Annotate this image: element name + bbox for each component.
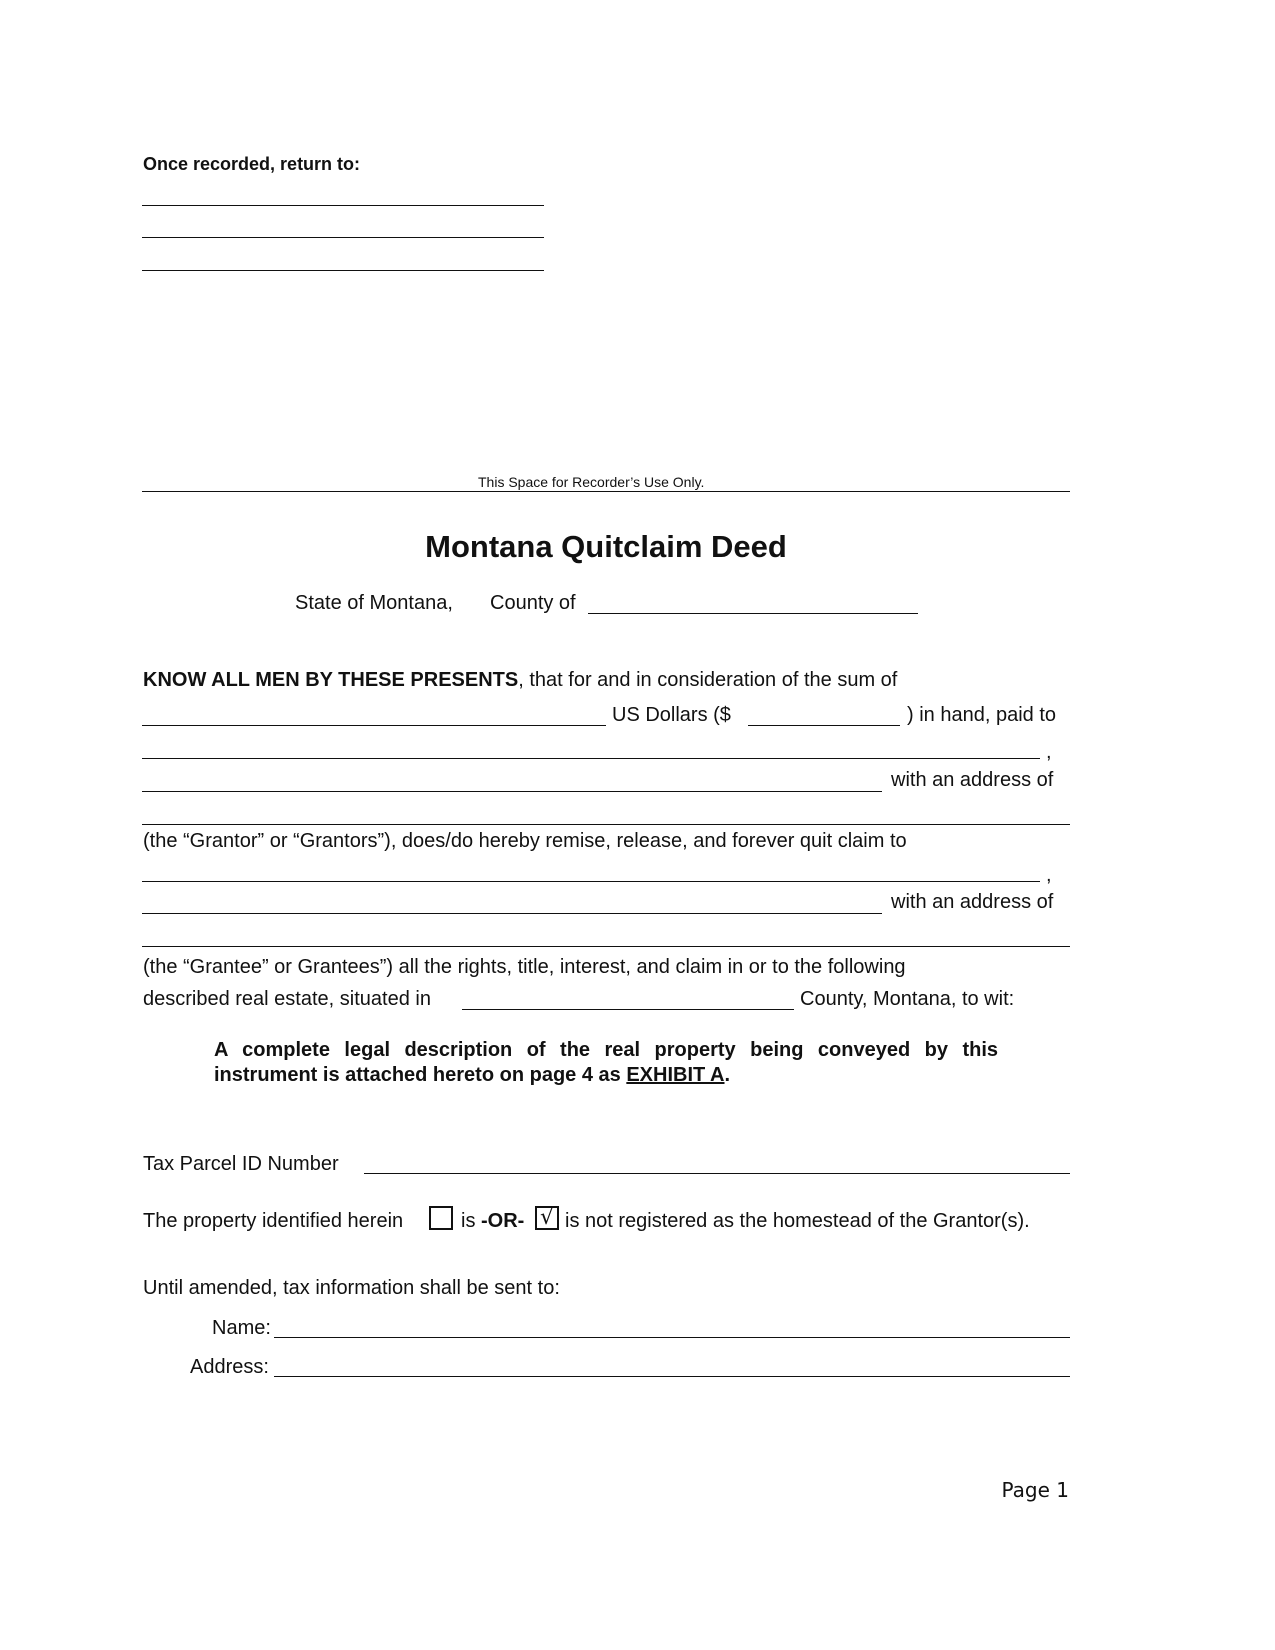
recorder-space-label: This Space for Recorder’s Use Only.: [478, 474, 705, 490]
legal-description-period: .: [724, 1064, 731, 1086]
consideration-amount-field[interactable]: [748, 725, 900, 726]
homestead-is-not-checkbox[interactable]: [535, 1206, 559, 1230]
consideration-intro: [143, 668, 897, 692]
legal-description-line-1: A complete legal description of the real property being conveyed by this: [214, 1039, 998, 1061]
know-all-men: KNOW ALL MEN BY THESE PRESENTS: [143, 669, 519, 691]
homestead-suffix: is not registered as the homestead of the Grantor(s).: [565, 1210, 1030, 1232]
grantee-name-field[interactable]: [142, 881, 1040, 882]
grantee-with-address-label: with an address of: [891, 891, 1054, 913]
county-field[interactable]: [588, 613, 918, 614]
tax-info-name-label: Name:: [212, 1317, 271, 1339]
consideration-rest: , that for and in consideration of the sum of: [518, 669, 898, 691]
legal-description-line-2-text: instrument is attached hereto on page 4 as: [214, 1064, 621, 1086]
state-label: State of Montana,: [295, 592, 453, 614]
page-number: Page 1: [1001, 1478, 1069, 1502]
in-hand-label: ) in hand, paid to: [907, 704, 1056, 726]
grantor-name-field[interactable]: [142, 758, 1040, 759]
exhibit-a-link[interactable]: EXHIBIT A: [626, 1064, 725, 1086]
legal-description-line-2: [214, 1063, 730, 1087]
county-label: County of: [490, 592, 576, 614]
return-address-line-2[interactable]: [142, 237, 544, 238]
return-address-line-3[interactable]: [142, 270, 544, 271]
grantee-address-field-1[interactable]: [142, 913, 882, 914]
return-to-label: Once recorded, return to:: [143, 154, 361, 174]
grantee-address-field-2[interactable]: [142, 946, 1070, 947]
recorder-divider: [142, 491, 1070, 492]
grantee-name-comma: ,: [1046, 864, 1052, 886]
grantor-clause: (the “Grantor” or “Grantors”), does/do hereby remise, release, and forever quit claim to: [143, 830, 907, 852]
page-title: Montana Quitclaim Deed: [425, 529, 787, 564]
us-dollars-label: US Dollars ($: [612, 704, 731, 726]
homestead-prefix: The property identified herein: [143, 1210, 404, 1232]
tax-parcel-field[interactable]: [364, 1173, 1070, 1174]
grantor-name-comma: ,: [1046, 741, 1052, 763]
property-county-field[interactable]: [462, 1009, 794, 1010]
grantee-clause-line-1: (the “Grantee” or Grantees”) all the rights, title, interest, and claim in or to the following: [143, 956, 906, 978]
homestead-is-not-check-mark: √: [539, 1205, 555, 1230]
homestead-is-label: is: [461, 1210, 476, 1232]
grantee-clause-line-2-start: described real estate, situated in: [143, 988, 431, 1010]
tax-parcel-label: Tax Parcel ID Number: [143, 1153, 339, 1175]
tax-info-heading: Until amended, tax information shall be sent to:: [143, 1277, 560, 1299]
homestead-is-checkbox[interactable]: [429, 1206, 453, 1230]
consideration-words-field[interactable]: [142, 725, 606, 726]
grantee-clause-line-2-end: County, Montana, to wit:: [800, 988, 1015, 1010]
homestead-or-label: -OR-: [481, 1210, 525, 1232]
tax-info-name-field[interactable]: [274, 1337, 1070, 1338]
return-address-line-1[interactable]: [142, 205, 544, 206]
grantor-with-address-label: with an address of: [891, 769, 1054, 791]
tax-info-address-label: Address:: [190, 1356, 269, 1378]
grantor-address-field-1[interactable]: [142, 791, 882, 792]
tax-info-address-field[interactable]: [274, 1376, 1070, 1377]
grantor-address-field-2[interactable]: [142, 824, 1070, 825]
